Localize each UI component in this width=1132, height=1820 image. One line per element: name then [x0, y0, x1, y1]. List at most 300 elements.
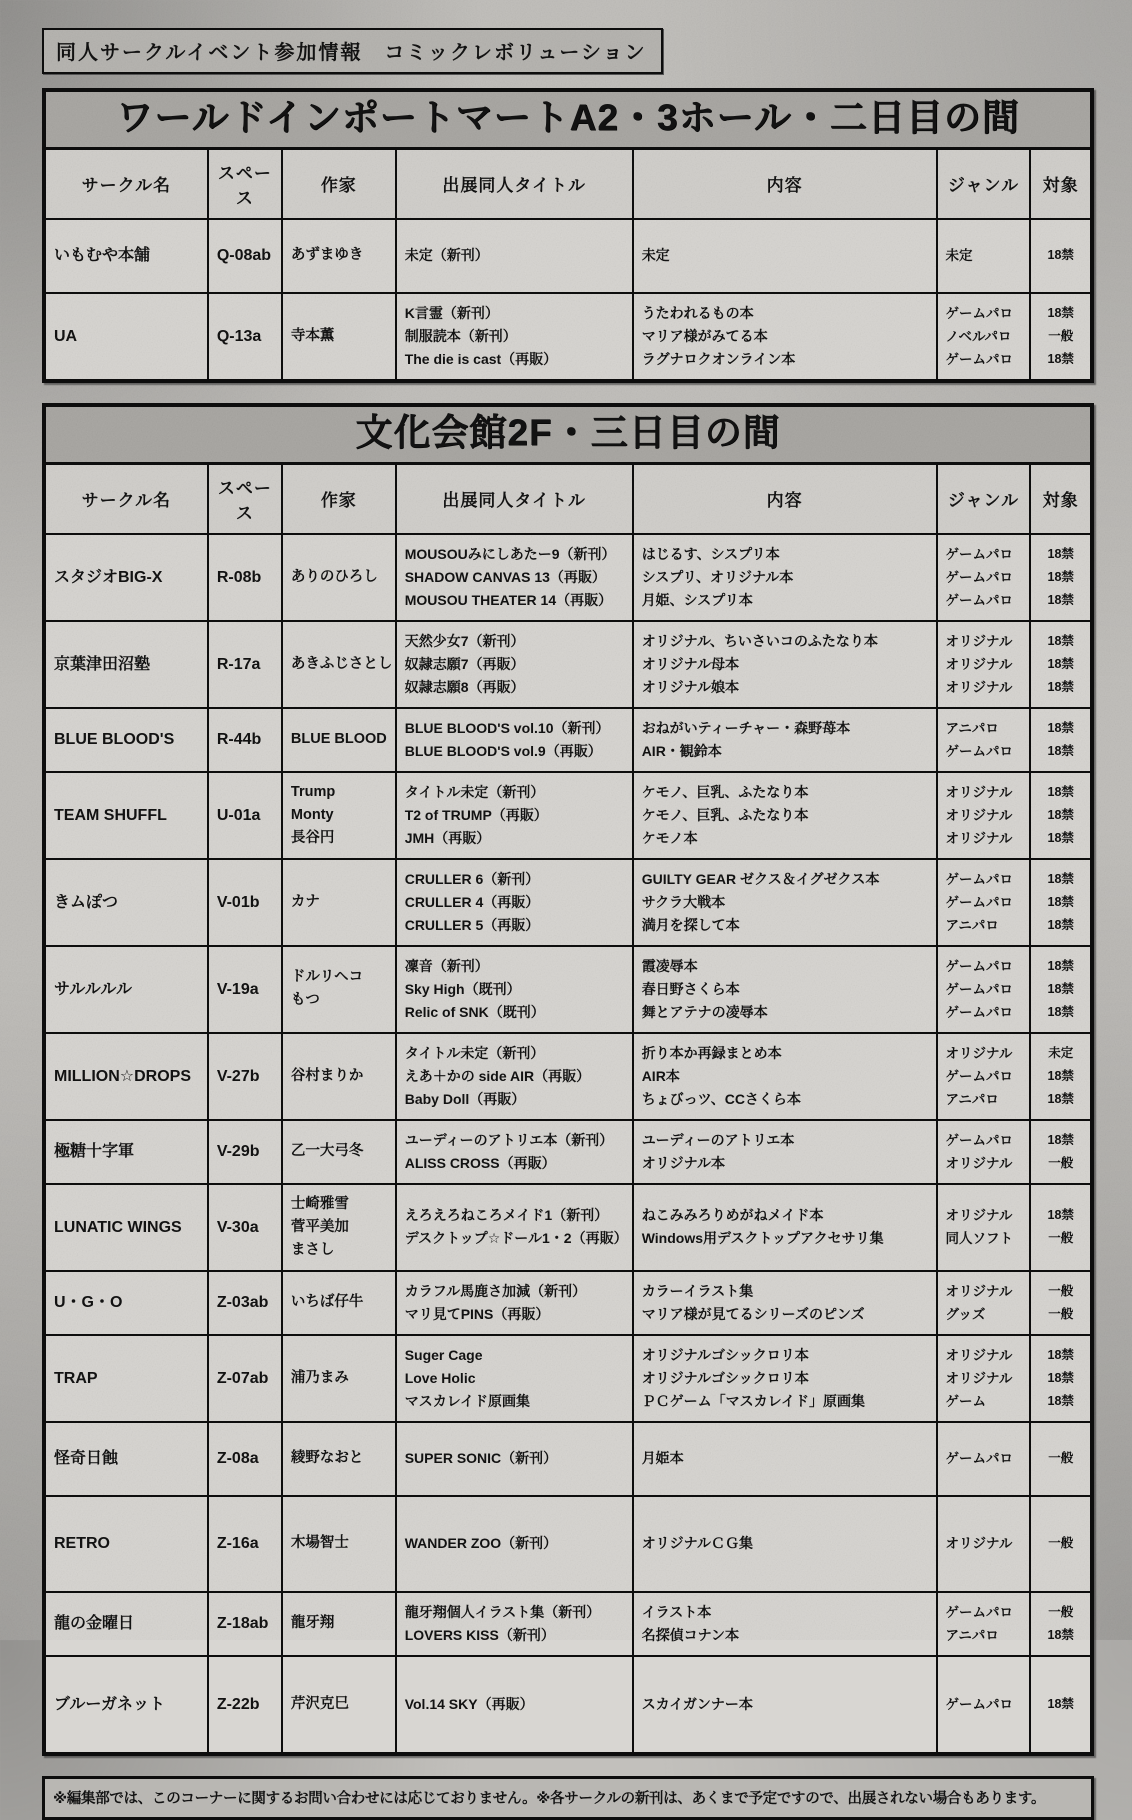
- space-number: [208, 946, 282, 1033]
- space-number: [208, 621, 282, 708]
- content-description-line: 月姫本: [641, 1450, 684, 1467]
- genre-line: 同人ソフト: [945, 1231, 1013, 1247]
- doujin-title-line: マスカレイド原画集: [404, 1392, 531, 1409]
- column-header: 対象: [1030, 150, 1090, 219]
- circle-row: [46, 1422, 1090, 1496]
- space-number: [208, 859, 282, 946]
- space-number-line: Z-16a: [216, 1535, 259, 1553]
- age-rating: [1030, 859, 1090, 946]
- column-header: 作家: [282, 150, 396, 219]
- content-description-line: カラーイラスト集: [641, 1282, 754, 1299]
- genre-line: ゲームパロ: [945, 894, 1013, 910]
- genre-line: オリジナル: [945, 807, 1013, 823]
- author-name: [282, 534, 396, 621]
- genre-line: 未定: [945, 248, 973, 264]
- circle-name-line: スタジオBIG-X: [54, 568, 163, 586]
- age-rating-line: 一般: [1048, 1451, 1074, 1466]
- page-header-title: 同人サークルイベント参加情報 コミックレボリューション: [56, 42, 647, 64]
- doujin-title-line: MOUSOUみにしあたー9（新刊）: [404, 545, 616, 562]
- column-header: 出展同人タイトル: [396, 150, 633, 219]
- circle-name: [46, 1271, 208, 1335]
- content-description-line: 折り本か再録まとめ本: [641, 1044, 782, 1061]
- genre-line: ゲームパロ: [945, 1696, 1013, 1712]
- column-header: 内容: [633, 465, 937, 534]
- space-number: [208, 293, 282, 379]
- content-description-line: ちょびっツ、CCさくら本: [641, 1090, 801, 1107]
- author-name-line: BLUE BLOOD: [290, 731, 387, 748]
- author-name-line: 寺本薫: [290, 327, 335, 344]
- circle-name-line: ブルーガネット: [54, 1695, 166, 1713]
- age-rating: [1030, 219, 1090, 293]
- circle-name-line: 京葉津田沼塾: [54, 655, 151, 673]
- content-description-line: AIR本: [641, 1067, 680, 1084]
- age-rating-line: 18禁: [1047, 1208, 1074, 1223]
- genre: [937, 708, 1031, 772]
- age-rating: [1030, 708, 1090, 772]
- genre: [937, 534, 1031, 621]
- author-name-line: もつ: [290, 992, 320, 1009]
- doujin-title-line: 制服読本（新刊）: [404, 327, 517, 344]
- doujin-title-line: Vol.14 SKY（再販）: [404, 1695, 534, 1712]
- content-description-line: 満月を探して本: [641, 916, 740, 933]
- author-name-line: Trump: [290, 783, 336, 800]
- age-rating-line: 18禁: [1047, 679, 1074, 694]
- doujin-title-line: MOUSOU THEATER 14（再販）: [404, 591, 613, 608]
- circle-row: [46, 621, 1090, 708]
- doujin-title-line: ALISS CROSS（再販）: [404, 1154, 556, 1171]
- genre: [937, 293, 1031, 379]
- age-rating-line: 18禁: [1047, 743, 1074, 758]
- age-rating-line: 18禁: [1047, 351, 1074, 366]
- event-table-day3: [42, 403, 1094, 1756]
- genre-line: ゲームパロ: [945, 743, 1013, 759]
- age-rating-line: 一般: [1048, 328, 1074, 343]
- content-description-line: マリア様がみてる本: [641, 327, 768, 344]
- space-number-line: Z-18ab: [216, 1615, 269, 1633]
- author-name: [282, 1592, 396, 1656]
- circle-row: [46, 1271, 1090, 1335]
- age-rating-line: 18禁: [1047, 656, 1074, 671]
- age-rating: [1030, 772, 1090, 859]
- circle-name-line: LUNATIC WINGS: [54, 1218, 182, 1236]
- doujin-title-line: タイトル未定（新刊）: [404, 1044, 545, 1061]
- content-description-line: イラスト本: [641, 1603, 712, 1620]
- doujin-title-line: 未定（新刊）: [404, 247, 489, 264]
- circle-name-line: 龍の金曜日: [54, 1615, 135, 1633]
- header-row: [46, 465, 1090, 534]
- content-description-line: 月姫、シスプリ本: [641, 591, 753, 608]
- author-name-line: 長谷円: [290, 829, 335, 846]
- content-description: [633, 946, 937, 1033]
- column-header: 作家: [282, 465, 396, 534]
- circle-row: [46, 1592, 1090, 1656]
- doujin-title: [396, 1033, 633, 1120]
- genre-line: ノベルパロ: [945, 328, 1012, 344]
- content-description-line: GUILTY GEAR ゼクス＆イグゼクス本: [641, 870, 880, 887]
- doujin-title-line: カラフル馬鹿さ加減（新刊）: [404, 1282, 587, 1299]
- author-name: [282, 1422, 396, 1496]
- table-head: [46, 150, 1090, 219]
- content-description: [633, 859, 937, 946]
- doujin-title: [396, 1422, 633, 1496]
- genre-line: ゲームパロ: [945, 958, 1013, 974]
- age-rating-line: 18禁: [1047, 248, 1074, 263]
- genre-line: オリジナル: [945, 1155, 1013, 1171]
- age-rating-line: 一般: [1048, 1155, 1074, 1170]
- age-rating-line: 18禁: [1047, 592, 1074, 607]
- genre: [937, 946, 1031, 1033]
- author-name-line: 士崎雅雪: [290, 1195, 349, 1212]
- space-number-line: R-17a: [216, 655, 261, 673]
- circle-name-line: きムぽつ: [54, 893, 119, 911]
- author-name: [282, 219, 396, 293]
- content-description-line: オリジナル、ちいさいコのふたなり本: [641, 632, 878, 649]
- content-description: [633, 1496, 937, 1592]
- genre-line: オリジナル: [945, 1347, 1013, 1363]
- content-description-line: オリジナル本: [641, 1154, 725, 1171]
- column-header: スペース: [208, 150, 282, 219]
- circle-name: [46, 772, 208, 859]
- circle-row: [46, 1656, 1090, 1752]
- author-name: [282, 1184, 396, 1271]
- genre-line: ゲームパロ: [945, 1451, 1013, 1467]
- genre: [937, 219, 1031, 293]
- genre-line: ゲーム: [945, 1393, 986, 1409]
- doujin-title-line: 凜音（新刊）: [404, 957, 489, 974]
- genre-line: オリジナル: [945, 1045, 1013, 1061]
- age-rating-line: 一般: [1048, 1604, 1074, 1619]
- age-rating: [1030, 1335, 1090, 1422]
- content-description-line: ケモノ本: [641, 829, 698, 846]
- genre-line: オリジナル: [945, 830, 1013, 846]
- doujin-title-line: 奴隷志願7（再販）: [404, 655, 525, 672]
- column-header: スペース: [208, 465, 282, 534]
- space-number: [208, 219, 282, 293]
- content-description: [633, 708, 937, 772]
- space-number-line: Q-08ab: [216, 247, 272, 265]
- genre-line: オリジナル: [945, 1536, 1013, 1552]
- doujin-title: [396, 1656, 633, 1752]
- age-rating: [1030, 534, 1090, 621]
- circle-name: [46, 946, 208, 1033]
- author-name-line: まさし: [290, 1241, 335, 1258]
- table-title-day3: 文化会館2F・三日目の間: [46, 407, 1090, 465]
- genre-line: ゲームパロ: [945, 1604, 1013, 1620]
- content-description-line: ケモノ、巨乳、ふたなり本: [641, 783, 809, 800]
- space-number: [208, 1496, 282, 1592]
- content-description-line: オリジナルゴシックロリ本: [641, 1346, 809, 1363]
- space-number-line: V-27b: [216, 1067, 260, 1085]
- column-header: サークル名: [46, 150, 208, 219]
- content-description-line: ユーディーのアトリエ本: [641, 1131, 795, 1148]
- genre-line: ゲームパロ: [945, 981, 1013, 997]
- content-description-line: オリジナル娘本: [641, 678, 739, 695]
- column-header: ジャンル: [937, 465, 1031, 534]
- content-description-line: マリア様が見てるシリーズのピンズ: [641, 1305, 865, 1322]
- doujin-title-line: えあ＋かの side AIR（再販）: [404, 1067, 591, 1084]
- genre: [937, 772, 1031, 859]
- age-rating: [1030, 1120, 1090, 1184]
- genre-line: アニパロ: [945, 720, 999, 736]
- author-name: [282, 621, 396, 708]
- circle-row: [46, 534, 1090, 621]
- author-name-line: 綾野なおと: [290, 1450, 364, 1467]
- author-name-line: 谷村まりか: [290, 1067, 364, 1084]
- space-number-line: Z-22b: [216, 1695, 260, 1713]
- circle-row: [46, 1120, 1090, 1184]
- content-description: [633, 1184, 937, 1271]
- age-rating-line: 18禁: [1047, 1004, 1074, 1019]
- circle-name: [46, 1184, 208, 1271]
- doujin-title-line: T2 of TRUMP（再販）: [404, 806, 548, 823]
- circle-name: [46, 621, 208, 708]
- doujin-title-line: CRULLER 4（再販）: [404, 893, 540, 910]
- author-name-line: 菅平美加: [290, 1218, 349, 1235]
- content-description: [633, 293, 937, 379]
- author-name: [282, 946, 396, 1033]
- doujin-title-line: Relic of SNK（既刊）: [404, 1003, 545, 1020]
- space-number: [208, 1592, 282, 1656]
- space-number: [208, 708, 282, 772]
- page-header-banner: [42, 28, 663, 74]
- column-header: 内容: [633, 150, 937, 219]
- age-rating: [1030, 1592, 1090, 1656]
- content-description-line: 春日野さくら本: [641, 980, 740, 997]
- age-rating-line: 18禁: [1047, 305, 1074, 320]
- doujin-title: [396, 859, 633, 946]
- space-number-line: Z-07ab: [216, 1369, 269, 1387]
- author-name-line: 龍牙翔: [290, 1615, 335, 1632]
- author-name-line: カナ: [290, 893, 320, 910]
- doujin-title-line: Love Holic: [404, 1369, 476, 1386]
- genre-line: ゲームパロ: [945, 305, 1013, 321]
- space-number-line: R-44b: [216, 731, 262, 749]
- age-rating-line: 18禁: [1047, 569, 1074, 584]
- doujin-title: [396, 708, 633, 772]
- content-description-line: 霞凌辱本: [641, 957, 698, 974]
- content-description-line: サクラ大戦本: [641, 893, 726, 910]
- age-rating-line: 18禁: [1047, 871, 1074, 886]
- author-name: [282, 859, 396, 946]
- doujin-title-line: SUPER SONIC（新刊）: [404, 1450, 558, 1467]
- content-description-line: ＰＣゲーム「マスカレイド」原画集: [641, 1392, 865, 1409]
- age-rating: [1030, 1271, 1090, 1335]
- content-description: [633, 1656, 937, 1752]
- content-description: [633, 534, 937, 621]
- genre: [937, 1335, 1031, 1422]
- genre: [937, 621, 1031, 708]
- circle-name: [46, 534, 208, 621]
- author-name: [282, 1656, 396, 1752]
- age-rating-line: 18禁: [1047, 784, 1074, 799]
- genre-line: オリジナル: [945, 1283, 1013, 1299]
- content-description-line: シスプリ、オリジナル本: [641, 568, 794, 585]
- age-rating-line: 一般: [1048, 1306, 1074, 1321]
- circle-name-line: U・G・O: [54, 1294, 123, 1312]
- space-number: [208, 1335, 282, 1422]
- doujin-title-line: 奴隷志願8（再販）: [404, 678, 525, 695]
- space-number: [208, 1271, 282, 1335]
- circle-name-line: TRAP: [54, 1369, 98, 1387]
- table-head: [46, 465, 1090, 534]
- genre-line: オリジナル: [945, 656, 1013, 672]
- doujin-title: [396, 219, 633, 293]
- content-description-line: AIR・観鈴本: [641, 742, 722, 759]
- doujin-title: [396, 772, 633, 859]
- space-number: [208, 1656, 282, 1752]
- genre: [937, 1592, 1031, 1656]
- content-description-line: ねこみみろりめがねメイド本: [641, 1207, 824, 1224]
- doujin-title: [396, 1271, 633, 1335]
- content-description: [633, 1120, 937, 1184]
- age-rating: [1030, 946, 1090, 1033]
- content-description-line: スカイガンナー本: [641, 1695, 753, 1712]
- doujin-title-line: タイトル未定（新刊）: [404, 783, 545, 800]
- age-rating-line: 18禁: [1047, 1393, 1074, 1408]
- age-rating-line: 18禁: [1047, 1347, 1074, 1362]
- age-rating-line: 18禁: [1047, 981, 1074, 996]
- circle-name: [46, 859, 208, 946]
- doujin-title: [396, 1335, 633, 1422]
- age-rating: [1030, 1184, 1090, 1271]
- space-number-line: R-08b: [216, 568, 262, 586]
- circle-row: [46, 708, 1090, 772]
- circle-name-line: 怪奇日蝕: [54, 1450, 119, 1468]
- editorial-note: [42, 1776, 1094, 1820]
- age-rating-line: 18禁: [1047, 1091, 1074, 1106]
- circle-name: [46, 1120, 208, 1184]
- content-description-line: ケモノ、巨乳、ふたなり本: [641, 806, 809, 823]
- genre-line: ゲームパロ: [945, 871, 1013, 887]
- circle-name: [46, 1422, 208, 1496]
- doujin-title: [396, 1496, 633, 1592]
- genre-line: ゲームパロ: [945, 569, 1013, 585]
- space-number: [208, 1184, 282, 1271]
- content-description-line: はじるす、シスプリ本: [641, 545, 780, 562]
- doujin-title-line: BLUE BLOOD'S vol.10（新刊）: [404, 719, 610, 736]
- circle-name-line: いもむや本舗: [54, 247, 151, 265]
- genre-line: アニパロ: [945, 1627, 999, 1643]
- doujin-title: [396, 621, 633, 708]
- circle-name: [46, 1496, 208, 1592]
- circle-row: [46, 772, 1090, 859]
- genre-line: ゲームパロ: [945, 351, 1013, 367]
- space-number: [208, 534, 282, 621]
- circle-name: [46, 293, 208, 379]
- circle-name: [46, 1033, 208, 1120]
- space-number-line: Z-08a: [216, 1450, 259, 1468]
- age-rating: [1030, 1656, 1090, 1752]
- age-rating-line: 18禁: [1047, 720, 1074, 735]
- genre: [937, 1271, 1031, 1335]
- doujin-title: [396, 534, 633, 621]
- column-header: 出展同人タイトル: [396, 465, 633, 534]
- doujin-title-line: えろえろねころメイド1（新刊）: [404, 1207, 609, 1224]
- age-rating-line: 18禁: [1047, 958, 1074, 973]
- content-description-line: オリジナルゴシックロリ本: [641, 1369, 809, 1386]
- circle-name-line: RETRO: [54, 1535, 110, 1553]
- circle-name: [46, 219, 208, 293]
- age-rating-line: 18禁: [1047, 633, 1074, 648]
- circle-row: [46, 946, 1090, 1033]
- author-name-line: あずまゆき: [290, 247, 364, 264]
- author-name: [282, 1496, 396, 1592]
- doujin-title-line: The die is cast（再販）: [404, 350, 558, 367]
- age-rating: [1030, 293, 1090, 379]
- author-name-line: 浦乃まみ: [290, 1369, 349, 1386]
- table-body: [46, 219, 1090, 379]
- doujin-title-line: LOVERS KISS（新刊）: [404, 1626, 555, 1643]
- doujin-title-line: デスクトップ☆ドール1・2（再販）: [404, 1230, 628, 1247]
- content-description-line: 未定: [641, 247, 670, 264]
- doujin-title-line: CRULLER 6（新刊）: [404, 870, 540, 887]
- circle-row: [46, 219, 1090, 293]
- content-description-line: オリジナルＣＧ集: [641, 1535, 753, 1552]
- age-rating: [1030, 1496, 1090, 1592]
- genre-line: ゲームパロ: [945, 1132, 1013, 1148]
- doujin-title: [396, 946, 633, 1033]
- age-rating: [1030, 1422, 1090, 1496]
- content-description-line: Windows用デスクトップアクセサリ集: [641, 1230, 884, 1247]
- column-header: ジャンル: [937, 150, 1031, 219]
- doujin-title-line: JMH（再販）: [404, 829, 491, 846]
- space-number-line: Q-13a: [216, 327, 262, 345]
- circle-name-line: TEAM SHUFFL: [54, 806, 167, 824]
- circle-row: [46, 1335, 1090, 1422]
- space-number: [208, 1120, 282, 1184]
- author-name: [282, 1271, 396, 1335]
- content-description: [633, 1271, 937, 1335]
- content-description-line: おねがいティーチャー・森野苺本: [641, 719, 851, 736]
- author-name-line: ドルリヘコ: [290, 969, 364, 986]
- space-number-line: V-29b: [216, 1143, 260, 1161]
- space-number: [208, 1422, 282, 1496]
- age-rating-line: 一般: [1048, 1536, 1074, 1551]
- author-name: [282, 772, 396, 859]
- circle-name-line: BLUE BLOOD'S: [54, 731, 175, 749]
- doujin-title-line: Baby Doll（再販）: [404, 1090, 526, 1107]
- genre-line: ゲームパロ: [945, 1068, 1013, 1084]
- doujin-title-line: Sky High（既刊）: [404, 980, 521, 997]
- age-rating-line: 18禁: [1047, 1068, 1074, 1083]
- circle-name: [46, 1335, 208, 1422]
- author-name-line: いちば仔牛: [290, 1294, 364, 1311]
- column-header: 対象: [1030, 465, 1090, 534]
- space-number: [208, 772, 282, 859]
- age-rating-line: 18禁: [1047, 917, 1074, 932]
- doujin-title: [396, 1120, 633, 1184]
- space-number-line: V-01b: [216, 893, 260, 911]
- doujin-title-line: マリ見てPINS（再販）: [404, 1305, 550, 1322]
- genre: [937, 1656, 1031, 1752]
- circle-name: [46, 708, 208, 772]
- author-name: [282, 1120, 396, 1184]
- doujin-title-line: BLUE BLOOD'S vol.9（再販）: [404, 742, 602, 759]
- age-rating: [1030, 1033, 1090, 1120]
- circle-name: [46, 1656, 208, 1752]
- doujin-title-line: Suger Cage: [404, 1346, 483, 1363]
- doujin-title-line: SHADOW CANVAS 13（再販）: [404, 568, 606, 585]
- genre-line: オリジナル: [945, 679, 1013, 695]
- circle-name-line: UA: [54, 327, 78, 345]
- content-description: [633, 219, 937, 293]
- content-description-line: 名探偵コナン本: [641, 1626, 739, 1643]
- genre: [937, 1033, 1031, 1120]
- genre: [937, 859, 1031, 946]
- genre-line: オリジナル: [945, 1208, 1013, 1224]
- author-name-line: ありのひろし: [290, 568, 378, 585]
- doujin-title-line: K言霊（新刊）: [404, 304, 499, 321]
